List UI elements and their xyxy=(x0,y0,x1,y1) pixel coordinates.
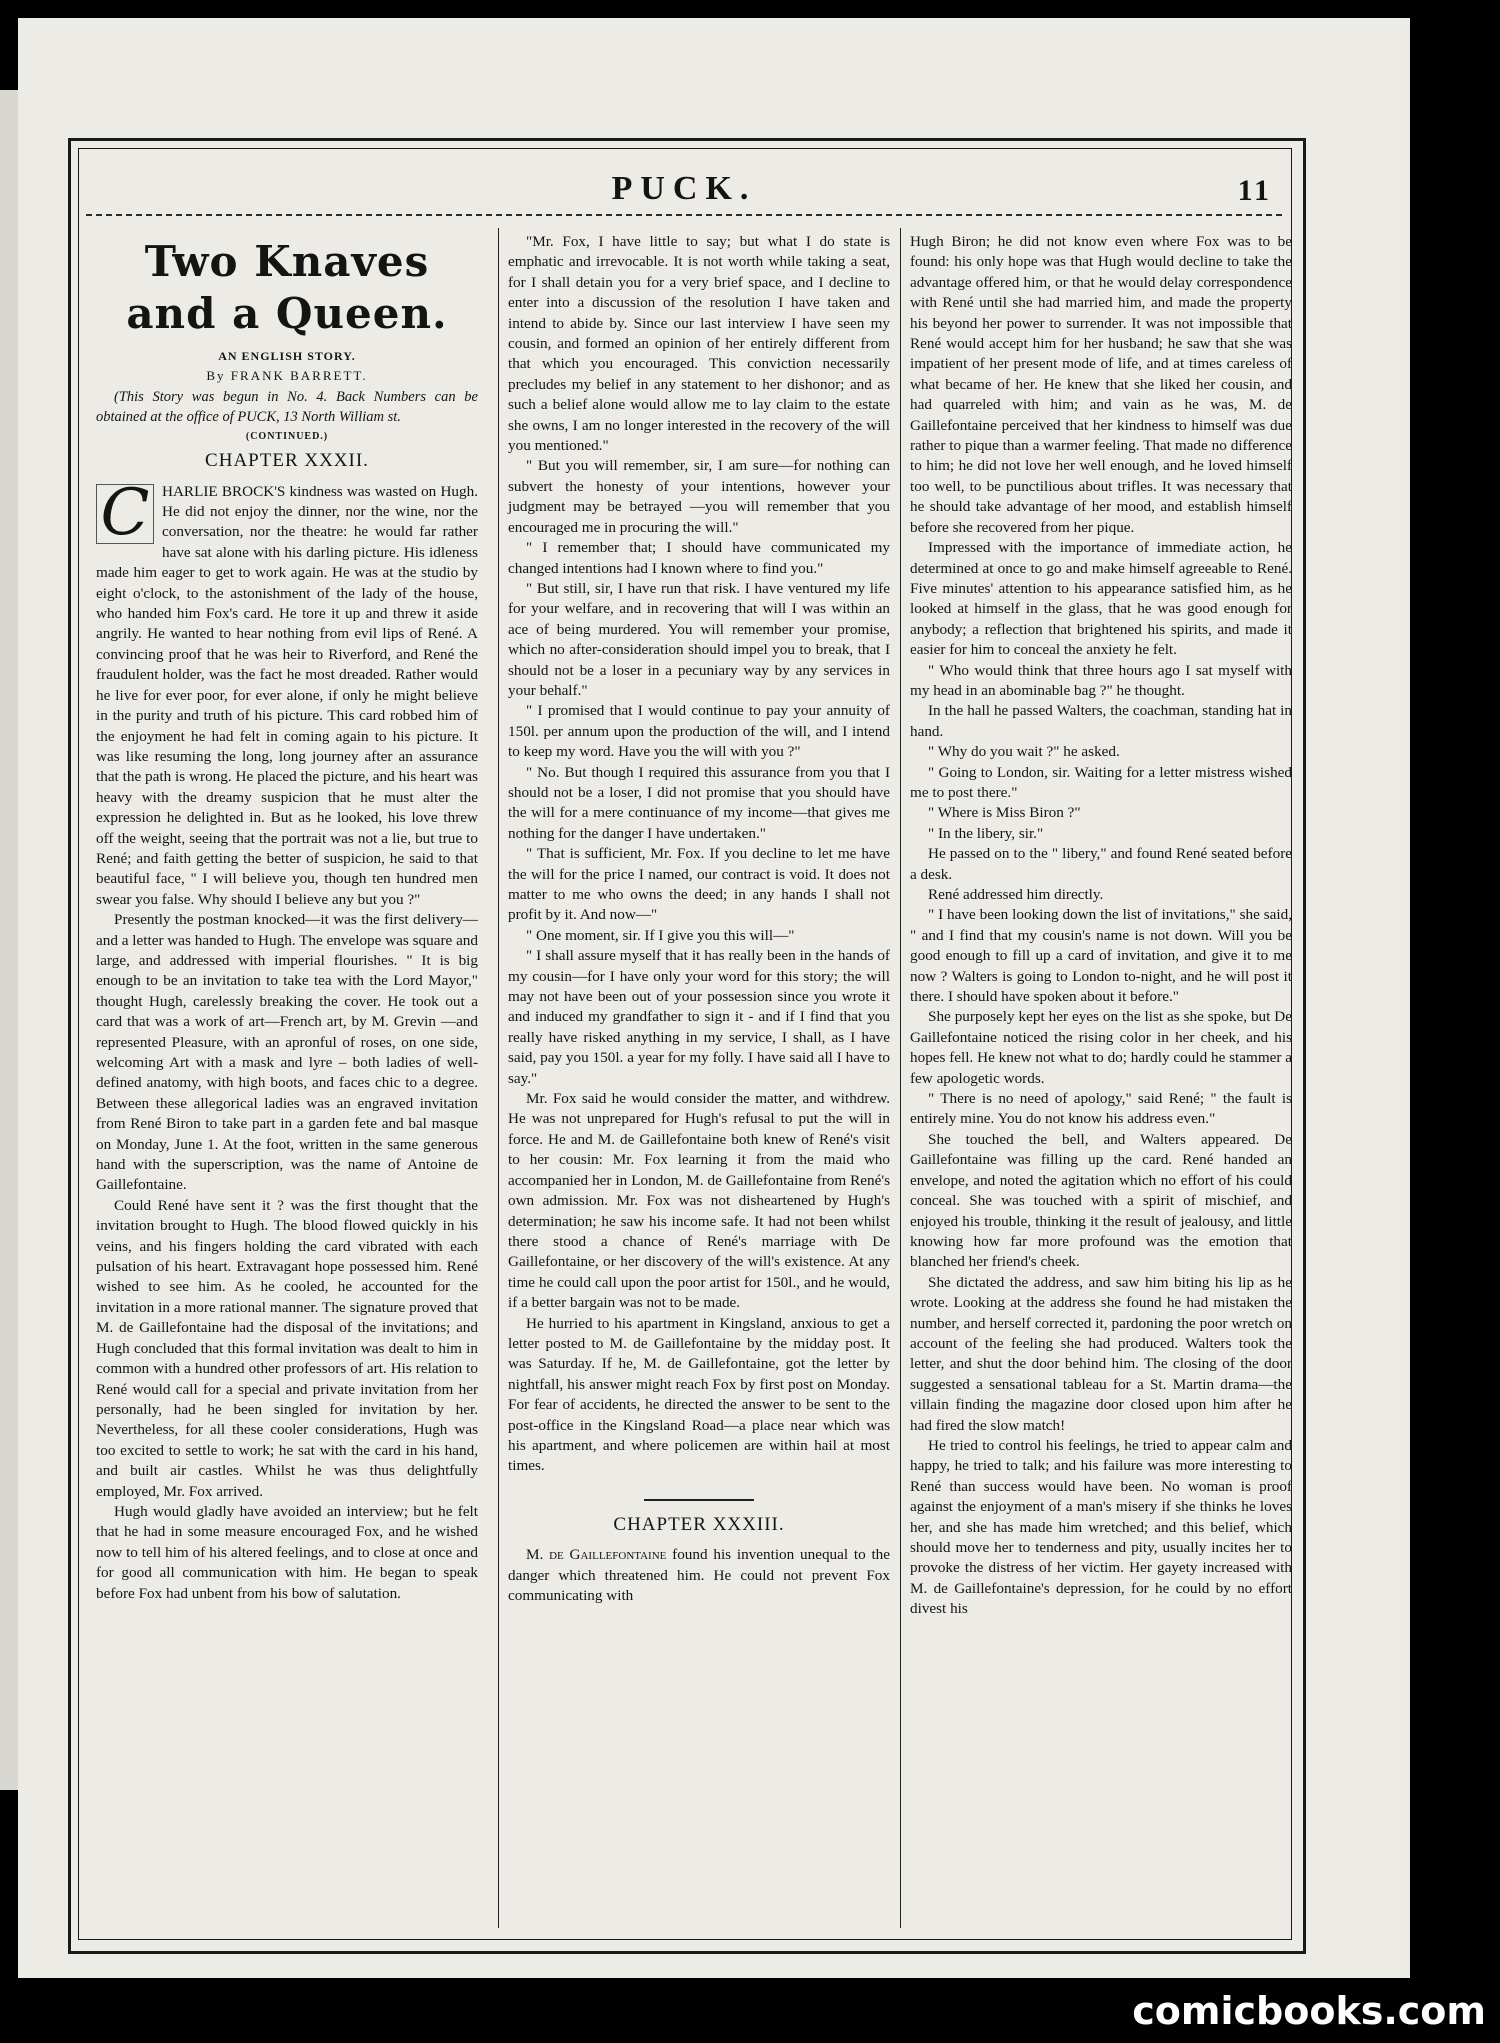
paragraph: " I shall assure myself that it has really been in the hands of my cousin—for I have only your word for this story; the will may not have been out of your possession since you wrote it and induced my grandfather to sign it - and if I find that you really have risked anything in my service, I shall, as I have said, pay you 150l. a year for my folly. I have said all I have to say." xyxy=(508,947,890,1087)
paragraph: " But you will remember, sir, I am sure—for nothing can subvert the honesty of your intentions, however your judgment may be betrayed —you will remember that you encouraged me in procuring the will." xyxy=(508,457,890,536)
paragraph: René addressed him directly. xyxy=(928,886,1104,903)
paragraph-text: HARLIE BROCK'S kindness was wasted on Hugh. He did not enjoy the dinner, nor the wine, nor the conversation, nor the theatre: he would far rather have sat alone with his darling picture. His idleness made him eager to get to work again. He was at the studio by eight o'clock, to the astonishment of the lady of the house, who handed him Fox's card. He tore it up and threw it aside angrily. He wanted to hear nothing from evil lips of René. A convincing proof that he was heir to Riverford, and René the fraudulent holder, was the fact he most dreaded. Rather would he live for ever poor, for ever alone, if only he might believe in the purity and truth of his picture. This card robbed him of the enjoyment he had felt in coming again to his picture. It was like resuming the long, long journey after an assurance that the path is wrong. He placed the picture, and his heart was heavy with the dreamy suspicion that he must alter the expression he delighted in. But as he looked, his love threw off the weight, seeing that the portrait was not a lie, but true to René; and faith getting the better of suspicion, he said to that beautiful face, " I will believe you, though ten hundred men swear you false. Why should I believe any but you ?" xyxy=(96,482,478,908)
paragraph: " I have been looking down the list of invitations," she said, " and I find that my cousin's name is not down. Will you be good enough to fill up a card of invitation, and give it to me now ? Walters is going to London to-night, and he will post it there. I should have spoken about it before." xyxy=(910,906,1292,1006)
site-watermark: comicbooks.com xyxy=(1132,1989,1486,2033)
paragraph: " There is no need of apology," said René; " the fault is entirely mine. You do not know his address even." xyxy=(910,1090,1292,1128)
paragraph: " I promised that I would continue to pay your annuity of 150l. per annum upon the production of the will, and I intend to keep my word. Have you the will with you ?" xyxy=(508,702,890,761)
section-separator xyxy=(644,1499,754,1501)
paragraph: Could René have sent it ? was the first thought that the invitation brought to Hugh. The blood flowed quickly in his veins, and his fingers holding the card vibrated with each pulsation of his heart. Extravagant hope possessed him. René wished to see him. As he cooled, he accounted for the invitation in a more rational manner. The signature proved that M. de Gaillefontaine had the disposal of the invitations; and Hugh concluded that this formal invitation was dealt to him in common with a hundred other professors of art. His relation to René would call for a special and private invitation from her personally, had he been singled for invitation by her. Nevertheless, for all these cooler considerations, Hugh was too excited to settle to work; he sat with the card in his hand, and built air castles. Whilst he was thus delightfully employed, Mr. Fox arrived. xyxy=(96,1196,478,1500)
paragraph: She purposely kept her eyes on the list as she spoke, but De Gaillefontaine noticed the rising color in her cheek, and his hopes fell. He knew not what to do; hardly could he stammer a few apologetic words. xyxy=(910,1008,1292,1087)
column-1 xyxy=(96,232,478,1604)
paragraph: " Where is Miss Biron ?" xyxy=(928,804,1081,822)
paragraph: " No. But though I required this assurance from you that I should not be a loser, I did not promise that you should have the will for a mere continuance of my income—that gives me nothing for the danger I have undertaken." xyxy=(508,763,890,842)
story-subtitle: AN ENGLISH STORY. xyxy=(218,349,356,363)
paragraph xyxy=(508,1545,890,1606)
chapter-heading: CHAPTER XXXIII. xyxy=(613,1513,785,1535)
masthead-rule xyxy=(86,214,1282,216)
column-divider-2 xyxy=(900,228,901,1928)
paragraph: In the hall he passed Walters, the coachman, standing hat in hand. xyxy=(910,702,1292,740)
paragraph-text: found his invention unequal to the danger which threatened him. He could not prevent Fox communicating with xyxy=(508,1546,891,1604)
paragraph: " I remember that; I should have communicated my changed intentions had I known where to find you." xyxy=(508,539,890,577)
story-byline: By FRANK BARRETT. xyxy=(206,368,368,384)
paragraph: Hugh Biron; he did not know even where Fox was to be found: his only hope was that Hugh would decline to take the advantage offered him, or that he would delay correspondence with René until she had married him, and made the property his beyond her power to surrender. It was not impossible that René would accept him for her husband; he saw that she was impatient of her present mode of life, and at times careless of what became of her. He knew that she liked her cousin, and had quarreled with him; and vain as he was, M. de Gaillefontaine perceived that her kindness to himself was due rather to pique than a warmer feeling. That made no difference to him; he did not love her well enough, and he loved himself too well, to be punctilious about trifles. It was necessary that he should take advantage of her mood, and establish himself before she recovered from her pique. xyxy=(910,233,1292,536)
paragraph: " But still, sir, I have run that risk. I have ventured my life for your welfare, and in recovering that will I was within an ace of being murdered. You will remember your promise, which no after-consideration should impel you to break, that I should not be a loser in a pecuniary way by any services in your behalf." xyxy=(508,579,890,699)
story-note: (This Story was begun in No. 4. Back Numbers can be obtained at the office of PUCK, 13 North William st. xyxy=(96,388,478,425)
paragraph: He hurried to his apartment in Kingsland, anxious to get a letter posted to M. de Gaillefontaine by the midday post. It was Saturday. If he, M. de Gaillefontaine, got the letter by nightfall, his answer might reach Fox by first post on Monday. For fear of accidents, he directed the answer to be sent to the post-office in the Kingsland Road—a place near which was his apartment, and where policemen are within hail at most times. xyxy=(508,1314,890,1475)
paragraph: He tried to control his feelings, he tried to appear calm and happy, he tried to talk; and his failure was more interesting to René than success would have been. No woman is proof against the enjoyment of a man's misery if she thinks he loves her, and she has made him wretched; and this belief, which should move her to tenderness and pity, usually incites her to provoke the distress of her victim. Her gayety increased with M. de Gaillefontaine's depression, for he could by no effort divest his xyxy=(910,1436,1292,1618)
paragraph: "Mr. Fox, I have little to say; but what I do state is emphatic and irrevocable. It is not worth while taking a seat, for I shall detain you for a very brief space, and I decline to enter into a discussion of the resolution I have taken and intend to abide by. Since our last interview I have seen my cousin, and formed an opinion of her entirely different from that which you encouraged. This conviction necessarily precludes my belief in any statement to her dishonor; and as such a belief alone would allow me to lay claim to the estate she owns, I am no longer interested in the recovery of the will you mentioned." xyxy=(508,233,890,455)
paragraph: She dictated the address, and saw him biting his lip as he wrote. Looking at the address she found he had mistaken the number, and herself corrected it, pardoning the poor wretch on account of the feeling she had produced. Walters took the letter, and shut the door behind him. The closing of the door suggested a sensational tableau for a St. Martin drama—the villain finding the magazine door closed upon him after he had fired the slow match! xyxy=(910,1273,1292,1434)
paragraph: She touched the bell, and Walters appeared. De Gaillefontaine was filling up the card. René handed an envelope, and noted the agitation which no effort of his could conceal. She was touched with a spirit of mischief, and enjoyed his trouble, thinking it the result of jealousy, and little knowing how far more profound was the emotion that blanched her friend's cheek. xyxy=(910,1130,1292,1271)
column-2 xyxy=(508,232,890,1606)
continued-label: (CONTINUED.) xyxy=(245,430,329,442)
paragraph: " Why do you wait ?" he asked. xyxy=(928,743,1120,761)
masthead-title: PUCK. xyxy=(611,170,757,207)
paragraph: Impressed with the importance of immediate action, he determined at once to go and make himself agreeable to René. Five minutes' attention to his appearance satisfied him, as he looked at himself in the glass, that he was good enough for anybody; a reflection that brightened his spirits, and made it easier for him to conceal the anxiety he felt. xyxy=(910,539,1292,659)
paragraph: " One moment, sir. If I give you this will—" xyxy=(526,926,795,944)
paragraph: Presently the postman knocked—it was the first delivery—and a letter was handed to Hugh. The envelope was square and large, and addressed with imperial flourishes. " It is big enough to be an invitation to take tea with the Lord Mayor," thought Hugh, carelessly breaking the cover. He took out a card that was a work of art—French art, by M. Grevin —and represented Pleasure, with an apronful of roses, on one side, welcoming Art with a mask and lyre – both ladies of well-defined anatomy, with high boots, and faces chic to a degree. Between these allegorical ladies was an engraved invitation from René Biron to take part in a garden fete and bal masque on Monday, June 1. At the foot, written in the same generous hand with the superscription, was the name of Antoine de Gaillefontaine. xyxy=(96,911,478,1194)
paragraph: " Who would think that three hours ago I sat myself with my head in an abominable bag ?" he thought. xyxy=(910,661,1292,699)
paragraph: " Going to London, sir. Waiting for a letter mistress wished me to post there." xyxy=(910,763,1292,801)
column-3 xyxy=(910,232,1292,1620)
masthead xyxy=(86,168,1282,214)
paragraph xyxy=(96,475,478,911)
drop-cap: C xyxy=(96,484,154,544)
chapter-lead: M. de Gaillefontaine xyxy=(526,1546,667,1564)
chapter-heading: CHAPTER XXXII. xyxy=(205,450,369,472)
paragraph: Hugh would gladly have avoided an interview; but he felt that he had in some measure encouraged Fox, and he wished now to tell him of his altered feelings, and to close at once and for good all communication with him. He began to speak before Fox had unbent from his bow of salutation. xyxy=(96,1502,478,1602)
paragraph: He passed on to the " libery," and found René seated before a desk. xyxy=(910,845,1292,883)
story-title: Two Knaves and a Queen. xyxy=(126,237,448,338)
paragraph: " In the libery, sir." xyxy=(928,824,1044,842)
paragraph: " That is sufficient, Mr. Fox. If you decline to let me have the will for the price I named, our contract is void. It does not matter to me who owns the deed; in any hands I shall not profit by it. And now—" xyxy=(508,845,890,924)
page-number: 11 xyxy=(1237,174,1272,207)
paragraph: Mr. Fox said he would consider the matter, and withdrew. He was not unprepared for Hugh's refusal to put the will in force. He and M. de Gaillefontaine both knew of René's visit to her cousin: Mr. Fox learning it from the maid who accompanied her in London, M. de Gaillefontaine from René's own admission. Mr. Fox was not disheartened by Hugh's determination; he saw his income safe. It had not been whilst there stood a chance of René's marriage with De Gaillefontaine, or her discovery of the will's existence. At any time he could call upon the poor artist for 150l., and he would, if a better bargain was not to be made. xyxy=(508,1090,890,1312)
column-divider-1 xyxy=(498,228,499,1928)
